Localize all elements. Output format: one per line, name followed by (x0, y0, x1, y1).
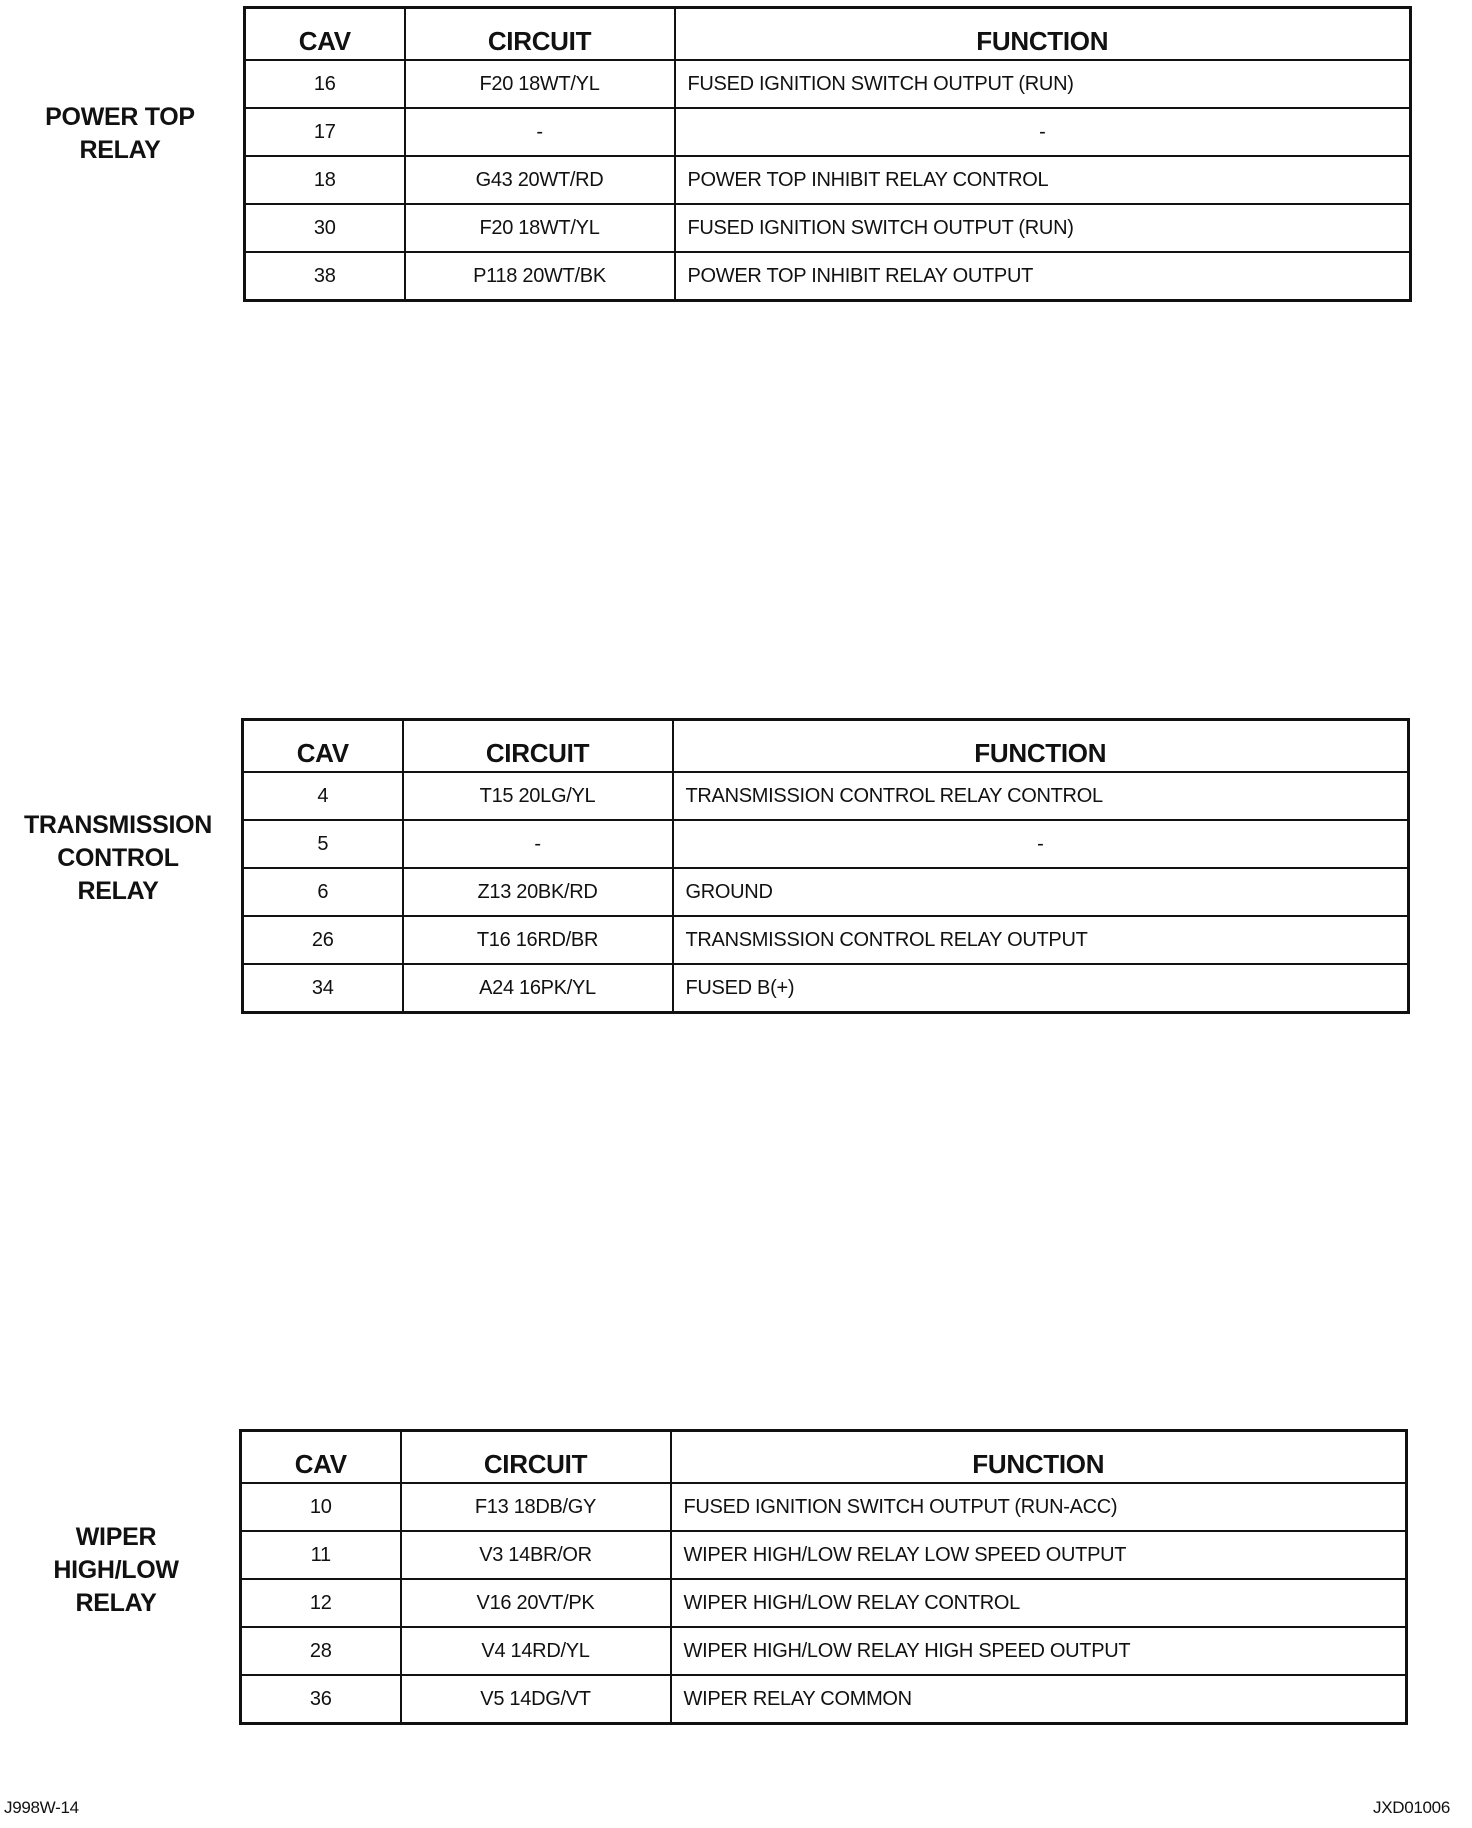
function-cell: FUSED IGNITION SWITCH OUTPUT (RUN) (675, 204, 1411, 252)
transmission-control-relay-table (241, 718, 1410, 1014)
circuit-cell: V3 14BR/OR (401, 1531, 671, 1579)
circuit-header: CIRCUIT (403, 720, 673, 773)
section-label-line: WIPER (75, 1523, 157, 1551)
table-row (243, 916, 1409, 964)
function-cell: - (675, 108, 1411, 156)
function-cell: POWER TOP INHIBIT RELAY CONTROL (675, 156, 1411, 204)
function-cell: FUSED IGNITION SWITCH OUTPUT (RUN) (675, 60, 1411, 108)
figure-code-left: J998W-14 (4, 1798, 79, 1817)
table-row (243, 820, 1409, 868)
circuit-cell: - (405, 108, 675, 156)
function-header: FUNCTION (675, 8, 1411, 61)
cav-cell: 4 (243, 772, 403, 820)
table-row (245, 204, 1411, 252)
function-cell: FUSED B(+) (673, 964, 1409, 1013)
table-row (245, 156, 1411, 204)
cav-cell: 26 (243, 916, 403, 964)
cav-header: CAV (245, 8, 405, 61)
section-label-line: TRANSMISSION (23, 811, 213, 839)
circuit-cell: F13 18DB/GY (401, 1483, 671, 1531)
function-cell: WIPER HIGH/LOW RELAY LOW SPEED OUTPUT (671, 1531, 1407, 1579)
circuit-cell: G43 20WT/RD (405, 156, 675, 204)
cav-cell: 16 (245, 60, 405, 108)
table-row (245, 108, 1411, 156)
table-row (241, 1531, 1407, 1579)
circuit-cell: F20 18WT/YL (405, 60, 675, 108)
table-row (241, 1483, 1407, 1531)
cav-cell: 11 (241, 1531, 401, 1579)
function-cell: POWER TOP INHIBIT RELAY OUTPUT (675, 252, 1411, 301)
cav-cell: 6 (243, 868, 403, 916)
function-cell: TRANSMISSION CONTROL RELAY CONTROL (673, 772, 1409, 820)
cav-cell: 17 (245, 108, 405, 156)
cav-cell: 18 (245, 156, 405, 204)
cav-cell: 36 (241, 1675, 401, 1724)
cav-cell: 12 (241, 1579, 401, 1627)
function-cell: WIPER HIGH/LOW RELAY CONTROL (671, 1579, 1407, 1627)
section-label-power-top-relay (5, 101, 235, 167)
circuit-cell: F20 18WT/YL (405, 204, 675, 252)
circuit-cell: V16 20VT/PK (401, 1579, 671, 1627)
figure-code-right: JXD01006 (1373, 1798, 1450, 1817)
table-header-row (241, 1431, 1407, 1484)
table-row (243, 868, 1409, 916)
section-label-line: RELAY (75, 1589, 157, 1617)
function-cell: TRANSMISSION CONTROL RELAY OUTPUT (673, 916, 1409, 964)
power-top-relay-table (243, 6, 1412, 302)
cav-header: CAV (241, 1431, 401, 1484)
cav-cell: 28 (241, 1627, 401, 1675)
section-label-line: RELAY (79, 136, 161, 164)
table-header-row (243, 720, 1409, 773)
function-cell: WIPER RELAY COMMON (671, 1675, 1407, 1724)
table-row (241, 1675, 1407, 1724)
circuit-header: CIRCUIT (401, 1431, 671, 1484)
circuit-cell: T16 16RD/BR (403, 916, 673, 964)
table-row (245, 252, 1411, 301)
cav-cell: 5 (243, 820, 403, 868)
cav-cell: 30 (245, 204, 405, 252)
section-label-line: RELAY (77, 877, 159, 905)
cav-cell: 38 (245, 252, 405, 301)
wiper-high-low-relay-table (239, 1429, 1408, 1725)
section-label-wiper-high-low-relay (1, 1521, 231, 1620)
table-row (241, 1627, 1407, 1675)
circuit-header: CIRCUIT (405, 8, 675, 61)
circuit-cell: - (403, 820, 673, 868)
function-cell: WIPER HIGH/LOW RELAY HIGH SPEED OUTPUT (671, 1627, 1407, 1675)
section-label-line: HIGH/LOW (53, 1556, 179, 1584)
section-label-line: CONTROL (57, 844, 179, 872)
circuit-cell: A24 16PK/YL (403, 964, 673, 1013)
table-row (243, 772, 1409, 820)
table-row (243, 964, 1409, 1013)
circuit-cell: T15 20LG/YL (403, 772, 673, 820)
table-row (241, 1579, 1407, 1627)
cav-cell: 34 (243, 964, 403, 1013)
cav-header: CAV (243, 720, 403, 773)
cav-cell: 10 (241, 1483, 401, 1531)
table-row (245, 60, 1411, 108)
table-header-row (245, 8, 1411, 61)
section-label-transmission-control-relay (3, 809, 233, 908)
function-header: FUNCTION (673, 720, 1409, 773)
circuit-cell: P118 20WT/BK (405, 252, 675, 301)
section-label-line: POWER TOP (45, 103, 195, 131)
function-cell: GROUND (673, 868, 1409, 916)
circuit-cell: V5 14DG/VT (401, 1675, 671, 1724)
circuit-cell: V4 14RD/YL (401, 1627, 671, 1675)
function-cell: FUSED IGNITION SWITCH OUTPUT (RUN-ACC) (671, 1483, 1407, 1531)
function-cell: - (673, 820, 1409, 868)
function-header: FUNCTION (671, 1431, 1407, 1484)
circuit-cell: Z13 20BK/RD (403, 868, 673, 916)
